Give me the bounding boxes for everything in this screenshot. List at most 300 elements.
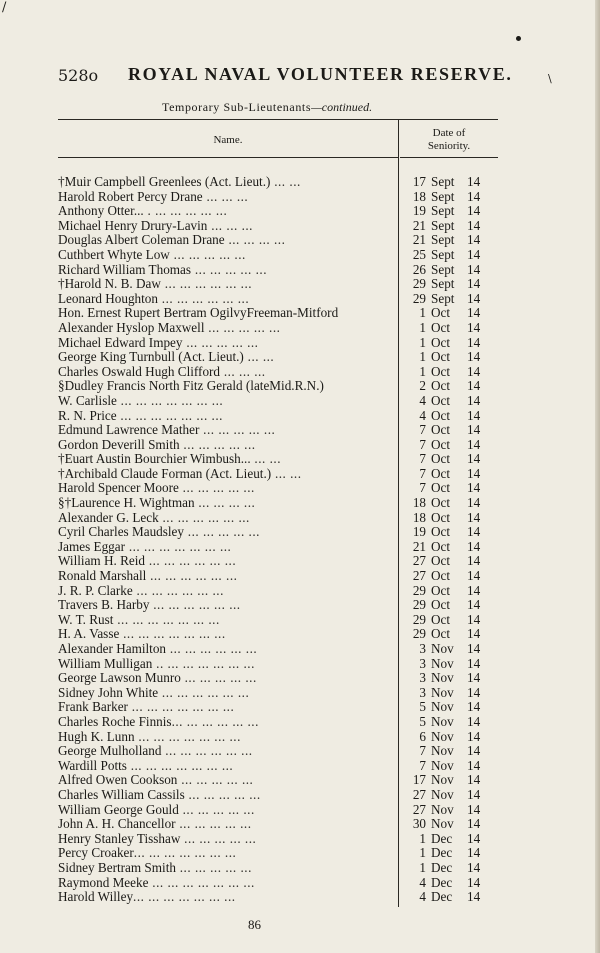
seniority-year: 14 (467, 699, 481, 715)
seniority-day: 26 (412, 261, 426, 277)
officer-name-cell (58, 394, 392, 409)
officer-name: Hugh K. Lunn (58, 729, 135, 744)
seniority-month: Oct (431, 597, 451, 613)
officer-name-cell (58, 438, 392, 453)
officer-name: Alfred Owen Cookson (58, 773, 178, 788)
list-item (58, 292, 488, 307)
officer-name-cell (58, 627, 392, 642)
seniority-month: Sept (431, 188, 455, 204)
column-header-date-line2: Seniority. (427, 140, 471, 152)
officer-name-cell (58, 467, 392, 482)
list-item (58, 803, 488, 818)
list-item (58, 365, 488, 380)
seniority-day: 3 (419, 670, 426, 686)
seniority-day: 17 (412, 772, 426, 788)
dot-leader: ... ... ... ... ... ... (158, 685, 250, 700)
ink-dot (516, 36, 521, 41)
seniority-day: 30 (412, 816, 426, 832)
list-item (58, 336, 488, 351)
list-item (58, 379, 488, 394)
section-heading-text: Temporary Sub-Lieutenants (162, 100, 312, 114)
seniority-month: Sept (431, 290, 455, 306)
seniority-month: Oct (431, 611, 451, 627)
list-item (58, 233, 488, 248)
seniority-year: 14 (467, 392, 481, 408)
list-item (58, 598, 488, 613)
officer-name-cell (58, 671, 392, 686)
officer-name-cell (58, 190, 392, 205)
seniority-month: Nov (431, 670, 454, 686)
officer-name: Richard William Thomas (58, 262, 192, 277)
officer-name-cell (58, 700, 392, 715)
footer-number: 86 (248, 917, 261, 932)
list-item (58, 481, 488, 496)
dot-leader: ... ... ... ... ... (204, 320, 281, 335)
list-item (58, 525, 488, 540)
header-rule-top (58, 119, 498, 120)
officer-name-cell (58, 686, 392, 701)
officer-name: Wardill Potts (58, 758, 127, 773)
dot-leader: ... ... ... ... ... ... ... (116, 393, 224, 408)
seniority-year: 14 (467, 319, 481, 335)
seniority-month: Oct (431, 582, 451, 598)
dot-leader: ... ... ... ... (194, 496, 256, 511)
officer-name: Harold Willey (58, 890, 134, 905)
list-item (58, 409, 488, 424)
list-item (58, 190, 488, 205)
officer-name: Charles Oswald Hugh Clifford (58, 364, 221, 379)
officer-name: Edmund Lawrence Mather (58, 423, 200, 438)
seniority-day: 1 (419, 334, 426, 350)
seniority-day: 27 (412, 786, 426, 802)
dot-leader: ... ... ... ... ... (169, 247, 246, 262)
title-mark: \ (548, 72, 552, 85)
seniority-month: Dec (431, 859, 453, 875)
officer-name: Douglas Albert Coleman Drane (58, 233, 225, 248)
seniority-day: 1 (419, 305, 426, 321)
seniority-month: Oct (431, 538, 451, 554)
officer-name: †Archibald Claude Forman (Act. Lieut.) (58, 466, 272, 481)
seniority-year: 14 (467, 305, 481, 321)
running-head (58, 64, 558, 86)
dot-leader: ... ... ... ... ... (180, 831, 257, 846)
dot-leader: ... ... ... ... ... ... (132, 583, 224, 598)
seniority-month: Nov (431, 684, 454, 700)
list-item (58, 788, 488, 803)
list-item (58, 876, 488, 891)
seniority-day: 7 (419, 436, 426, 452)
seniority-year: 14 (467, 713, 481, 729)
list-item (58, 394, 488, 409)
officer-name-cell (58, 890, 392, 905)
dot-leader: .. ... ... ... ... ... ... (152, 656, 255, 671)
seniority-year: 14 (467, 830, 481, 846)
seniority-year: 14 (467, 261, 481, 277)
seniority-day: 3 (419, 684, 426, 700)
list-item (58, 700, 488, 715)
seniority-month: Oct (431, 480, 451, 496)
officer-name-cell (58, 803, 392, 818)
seniority-day: 21 (412, 217, 426, 233)
seniority-month: Oct (431, 305, 451, 321)
dot-leader: ... ... ... ... ... (184, 787, 261, 802)
seniority-year: 14 (467, 232, 481, 248)
seniority-day: 1 (419, 319, 426, 335)
seniority-month: Dec (431, 830, 453, 846)
officer-name: Michael Edward Impey (58, 335, 183, 350)
seniority-year: 14 (467, 246, 481, 262)
list-item (58, 219, 488, 234)
seniority-year: 14 (467, 728, 481, 744)
list-item (58, 730, 488, 745)
dot-leader: ... ... ... ... ... ... ... (119, 627, 226, 642)
dot-leader: ... ... ... ... ... (178, 802, 255, 817)
column-header-date (400, 127, 498, 153)
list-item (58, 511, 488, 526)
dot-leader: ... ... ... ... ... ... (157, 291, 250, 306)
list-item (58, 569, 488, 584)
section-heading (162, 100, 372, 115)
seniority-month: Oct (431, 465, 451, 481)
seniority-day: 27 (412, 568, 426, 584)
seniority-year: 14 (467, 568, 481, 584)
seniority-day: 18 (412, 495, 426, 511)
officer-name: Harold Robert Percy Drane (58, 189, 203, 204)
officer-name-cell (58, 642, 392, 657)
officer-name: Alexander Hamilton (58, 642, 167, 656)
officer-name-cell (58, 452, 392, 467)
list-item (58, 846, 488, 861)
seniority-month: Sept (431, 246, 455, 262)
seniority-month: Sept (431, 261, 455, 277)
seniority-year: 14 (467, 174, 481, 189)
column-header-date-line1: Date of (432, 127, 466, 139)
list-item (58, 817, 488, 832)
seniority-day: 7 (419, 422, 426, 438)
officer-name: Cyril Charles Maudsley (58, 525, 184, 540)
dot-leader: ... ... ... ... ... (182, 335, 259, 350)
dot-leader: ... ... ... ... ... ... ... (126, 758, 234, 773)
dot-leader: ... ... ... ... ... (175, 860, 252, 875)
list-item (58, 175, 488, 190)
officer-name: Michael Henry Drury-Lavin (58, 218, 208, 233)
dot-leader: ... ... ... (207, 218, 253, 233)
list-item (58, 613, 488, 628)
dot-leader: ... ... ... ... ... (199, 423, 276, 438)
seniority-day: 25 (412, 246, 426, 262)
seniority-year: 14 (467, 757, 481, 773)
dot-leader: ... ... ... ... ... (178, 481, 255, 496)
dot-leader: ... ... ... ... ... ... ... (148, 875, 255, 890)
officer-name: Travers B. Harby (58, 598, 150, 613)
seniority-day: 18 (412, 509, 426, 525)
dot-leader: ... ... ... ... (224, 233, 286, 248)
seniority-year: 14 (467, 188, 481, 204)
officer-name: George Mulholland (58, 744, 162, 759)
seniority-year: 14 (467, 655, 481, 671)
list-item (58, 263, 488, 278)
seniority-month: Oct (431, 407, 451, 423)
page-spine-edge (595, 0, 600, 953)
seniority-month: Oct (431, 626, 451, 642)
dot-leader: ... ... ... ... ... (180, 671, 257, 686)
dot-leader: ... ... (270, 175, 301, 189)
seniority-day: 1 (419, 349, 426, 365)
officer-name: Charles Roche Finnis (58, 714, 172, 729)
officer-name: Raymond Meeke (58, 875, 149, 890)
seniority-month: Sept (431, 232, 455, 248)
seniority-month: Oct (431, 495, 451, 511)
seniority-month: Nov (431, 743, 454, 759)
officer-name-cell (58, 861, 392, 876)
dot-leader: . ... ... ... ... ... (143, 204, 228, 219)
seniority-day: 29 (412, 597, 426, 613)
officer-name: †Harold N. B. Daw (58, 277, 161, 292)
seniority-year: 14 (467, 684, 481, 700)
seniority-month: Nov (431, 801, 454, 817)
officer-name-cell (58, 263, 392, 278)
officer-name-cell (58, 584, 392, 599)
section-continued: —continued. (311, 100, 373, 114)
seniority-day: 1 (419, 363, 426, 379)
dot-leader: ... ... (243, 350, 275, 365)
seniority-day: 19 (412, 524, 426, 540)
seniority-year: 14 (467, 480, 481, 496)
officer-name: Alexander Hyslop Maxwell (58, 320, 205, 335)
officer-name: †Muir Campbell Greenlees (Act. Lieut.) (58, 175, 271, 189)
list-item (58, 686, 488, 701)
officer-name-cell (58, 481, 392, 496)
list-item (58, 306, 488, 321)
seniority-year: 14 (467, 641, 481, 656)
seniority-year: 14 (467, 378, 481, 394)
officer-name-cell (58, 379, 392, 394)
seniority-day: 7 (419, 757, 426, 773)
officer-name-cell (58, 350, 392, 365)
dot-leader: ... ... ... (220, 364, 266, 379)
seniority-month: Oct (431, 378, 451, 394)
officer-name-cell (58, 219, 392, 234)
officer-name: Cuthbert Whyte Low (58, 247, 170, 262)
officer-name: H. A. Vasse (58, 627, 120, 642)
officer-name-cell (58, 832, 392, 847)
officer-name: William Mulligan (58, 656, 153, 671)
page-title: ROYAL NAVAL VOLUNTEER RESERVE. (128, 64, 513, 84)
seniority-month: Nov (431, 641, 454, 656)
dot-leader: ... ... ... ... ... ... ... (134, 729, 241, 744)
list-item (58, 744, 488, 759)
officer-name-cell (58, 613, 392, 628)
seniority-year: 14 (467, 874, 481, 890)
seniority-day: 29 (412, 276, 426, 292)
list-item (58, 584, 488, 599)
seniority-year: 14 (467, 276, 481, 292)
list-item (58, 277, 488, 292)
dot-leader: ... ... ... ... ... ... ... (125, 539, 232, 554)
officer-name: §Dudley Francis North Fitz Gerald (lateMid.R.N.) (58, 379, 324, 394)
seniority-month: Oct (431, 509, 451, 525)
seniority-month: Nov (431, 713, 454, 729)
dot-leader: ... ... ... ... ... ... ... (116, 408, 223, 423)
officer-name: Anthony Otter... (58, 204, 144, 219)
seniority-month: Oct (431, 319, 451, 335)
dot-leader: ... ... ... ... ... (179, 437, 256, 452)
seniority-day: 7 (419, 451, 426, 467)
seniority-month: Oct (431, 349, 451, 365)
officer-name: Sidney Bertram Smith (58, 860, 176, 875)
seniority-month: Nov (431, 655, 454, 671)
list-item (58, 204, 488, 219)
seniority-month: Nov (431, 728, 454, 744)
seniority-day: 4 (419, 889, 426, 905)
dot-leader: ... ... ... ... ... ... (171, 714, 259, 729)
seniority-month: Oct (431, 451, 451, 467)
seniority-year: 14 (467, 495, 481, 511)
seniority-day: 17 (412, 174, 426, 189)
seniority-day: 4 (419, 874, 426, 890)
seniority-day: 7 (419, 465, 426, 481)
officer-name-cell (58, 277, 392, 292)
officer-name-cell (58, 569, 392, 584)
seniority-year: 14 (467, 859, 481, 875)
list-item (58, 321, 488, 336)
dot-leader: ... ... ... ... ... (175, 817, 252, 832)
list-item (58, 642, 488, 657)
seniority-day: 21 (412, 232, 426, 248)
officer-name: Sidney John White (58, 685, 159, 700)
seniority-day: 7 (419, 480, 426, 496)
officer-name: W. T. Rust (58, 612, 114, 627)
dot-leader: ... ... ... ... ... ... (149, 598, 241, 613)
dot-leader: ... ... ... ... ... ... ... (133, 890, 236, 905)
officer-name: Harold Spencer Moore (58, 481, 179, 496)
seniority-day: 29 (412, 626, 426, 642)
dot-leader: ... ... ... ... ... ... ... (133, 846, 237, 861)
seniority-day: 1 (419, 845, 426, 861)
officer-name-cell (58, 248, 392, 263)
seniority-year: 14 (467, 538, 481, 554)
list-item (58, 438, 488, 453)
list-item (58, 248, 488, 263)
seniority-year: 14 (467, 816, 481, 832)
dot-leader: ... ... ... ... ... ... (161, 744, 253, 759)
dot-leader: ... ... ... ... ... ... (145, 554, 237, 569)
officer-name: †Euart Austin Bourchier Wimbush... (58, 452, 251, 467)
officer-name-cell (58, 554, 392, 569)
seniority-month: Oct (431, 568, 451, 584)
seniority-year: 14 (467, 553, 481, 569)
officer-name: Henry Stanley Tisshaw (58, 831, 181, 846)
seniority-month: Dec (431, 845, 453, 861)
list-item (58, 496, 488, 511)
seniority-day: 19 (412, 203, 426, 219)
officer-name-cell (58, 730, 392, 745)
column-header-name: Name. (213, 134, 243, 146)
seniority-year: 14 (467, 407, 481, 423)
officer-name-cell (58, 773, 392, 788)
officer-name-cell (58, 175, 392, 190)
officer-name: R. N. Price (58, 408, 117, 423)
officer-name: Percy Croaker (58, 846, 134, 861)
seniority-year: 14 (467, 801, 481, 817)
officer-name-cell (58, 817, 392, 832)
officer-name: W. Carlisle (58, 393, 117, 408)
seniority-year: 14 (467, 422, 481, 438)
officer-name-cell (58, 321, 392, 336)
seniority-year: 14 (467, 743, 481, 759)
corner-mark: / (2, 0, 7, 15)
officer-name: Gordon Deverill Smith (58, 437, 180, 452)
seniority-day: 6 (419, 728, 426, 744)
seniority-month: Sept (431, 276, 455, 292)
officer-name: Leonard Houghton (58, 291, 158, 306)
dot-leader: ... ... ... ... ... ... (146, 569, 238, 584)
seniority-month: Oct (431, 334, 451, 350)
officer-name-cell (58, 336, 392, 351)
seniority-day: 3 (419, 655, 426, 671)
seniority-year: 14 (467, 290, 481, 306)
seniority-day: 29 (412, 290, 426, 306)
seniority-month: Oct (431, 524, 451, 540)
seniority-year: 14 (467, 524, 481, 540)
seniority-month: Sept (431, 174, 455, 189)
officer-name: George Lawson Munro (58, 671, 181, 686)
officer-name-cell (58, 423, 392, 438)
seniority-month: Dec (431, 889, 453, 905)
seniority-year: 14 (467, 670, 481, 686)
seniority-day: 27 (412, 801, 426, 817)
seniority-day: 18 (412, 188, 426, 204)
seniority-day: 7 (419, 743, 426, 759)
dot-leader: ... ... ... ... ... ... (166, 642, 258, 656)
seniority-year: 14 (467, 786, 481, 802)
seniority-year: 14 (467, 465, 481, 481)
seniority-day: 5 (419, 699, 426, 715)
dot-leader: ... ... ... ... ... (177, 773, 254, 788)
dot-leader: ... ... ... ... ... ... (158, 510, 250, 525)
header-rule-bottom-date (400, 157, 498, 158)
officer-name-cell (58, 540, 392, 555)
officer-name: James Eggar (58, 539, 126, 554)
seniority-month: Dec (431, 874, 453, 890)
officer-name-cell (58, 233, 392, 248)
officer-name-cell (58, 876, 392, 891)
seniority-day: 2 (419, 378, 426, 394)
officer-name-cell (58, 759, 392, 774)
seniority-day: 4 (419, 407, 426, 423)
dot-leader: ... ... (250, 452, 281, 467)
officer-name: Hon. Ernest Rupert Bertram OgilvyFreeman-Mitford (58, 306, 339, 321)
seniority-month: Oct (431, 422, 451, 438)
officer-name-cell (58, 846, 392, 861)
seniority-year: 14 (467, 436, 481, 452)
officer-name-cell (58, 409, 392, 424)
officer-name-cell (58, 744, 392, 759)
seniority-day: 21 (412, 538, 426, 554)
officer-name-cell (58, 496, 392, 511)
seniority-year: 14 (467, 217, 481, 233)
list-item (58, 657, 488, 672)
list-item (58, 832, 488, 847)
officer-name: George King Turnbull (Act. Lieut.) (58, 350, 244, 365)
page-number: 528o (58, 66, 99, 85)
officer-name: J. R. P. Clarke (58, 583, 133, 598)
seniority-month: Oct (431, 436, 451, 452)
list-item (58, 467, 488, 482)
seniority-year: 14 (467, 363, 481, 379)
officer-name: Frank Barker (58, 700, 128, 715)
seniority-month: Nov (431, 757, 454, 773)
